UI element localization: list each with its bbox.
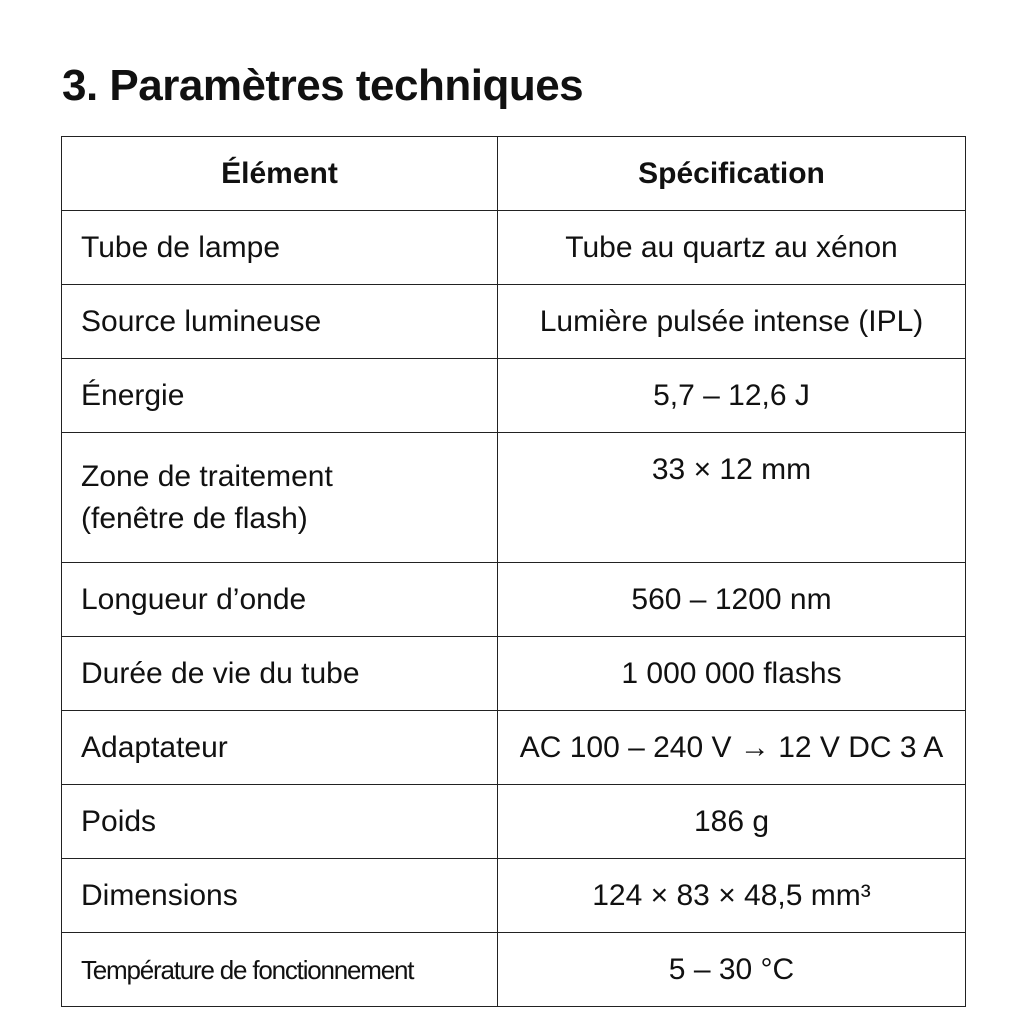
row-label: Longueur d’onde [62,563,498,637]
row-label: Poids [62,785,498,859]
row-label-line-1: Zone de traitement [81,459,333,493]
column-header-element: Élément [62,137,498,211]
row-label-line-2: (fenêtre de flash) [81,501,308,535]
row-value: 560 – 1200 nm [498,563,966,637]
row-label: Durée de vie du tube [62,637,498,711]
row-label: Source lumineuse [62,285,498,359]
table-row [62,785,966,859]
table-row [62,211,966,285]
row-label: Énergie [62,359,498,433]
row-label: Dimensions [62,859,498,933]
table-row [62,433,966,563]
table-row [62,933,966,1007]
row-value: Lumière pulsée intense (IPL) [498,285,966,359]
table-header-row [62,137,966,211]
row-value: 5,7 – 12,6 J [498,359,966,433]
row-value: 124 × 83 × 48,5 mm³ [498,859,966,933]
row-label: Adaptateur [62,711,498,785]
row-value: AC 100 – 240 V → 12 V DC 3 A [498,711,966,785]
row-value: 5 – 30 °C [498,933,966,1007]
row-label [62,933,498,1007]
row-value: 33 × 12 mm [498,433,966,563]
row-value: 186 g [498,785,966,859]
table-row [62,637,966,711]
table-row [62,563,966,637]
table-row [62,285,966,359]
row-label [62,433,498,563]
row-value: 1 000 000 flashs [498,637,966,711]
row-label-text: Température de fonctionnement [81,954,414,985]
table-row [62,711,966,785]
table-row [62,859,966,933]
page-title: 3. Paramètres techniques [62,61,584,110]
row-label: Tube de lampe [62,211,498,285]
spec-table [61,136,966,1007]
row-value: Tube au quartz au xénon [498,211,966,285]
table-row [62,359,966,433]
column-header-specification: Spécification [498,137,966,211]
